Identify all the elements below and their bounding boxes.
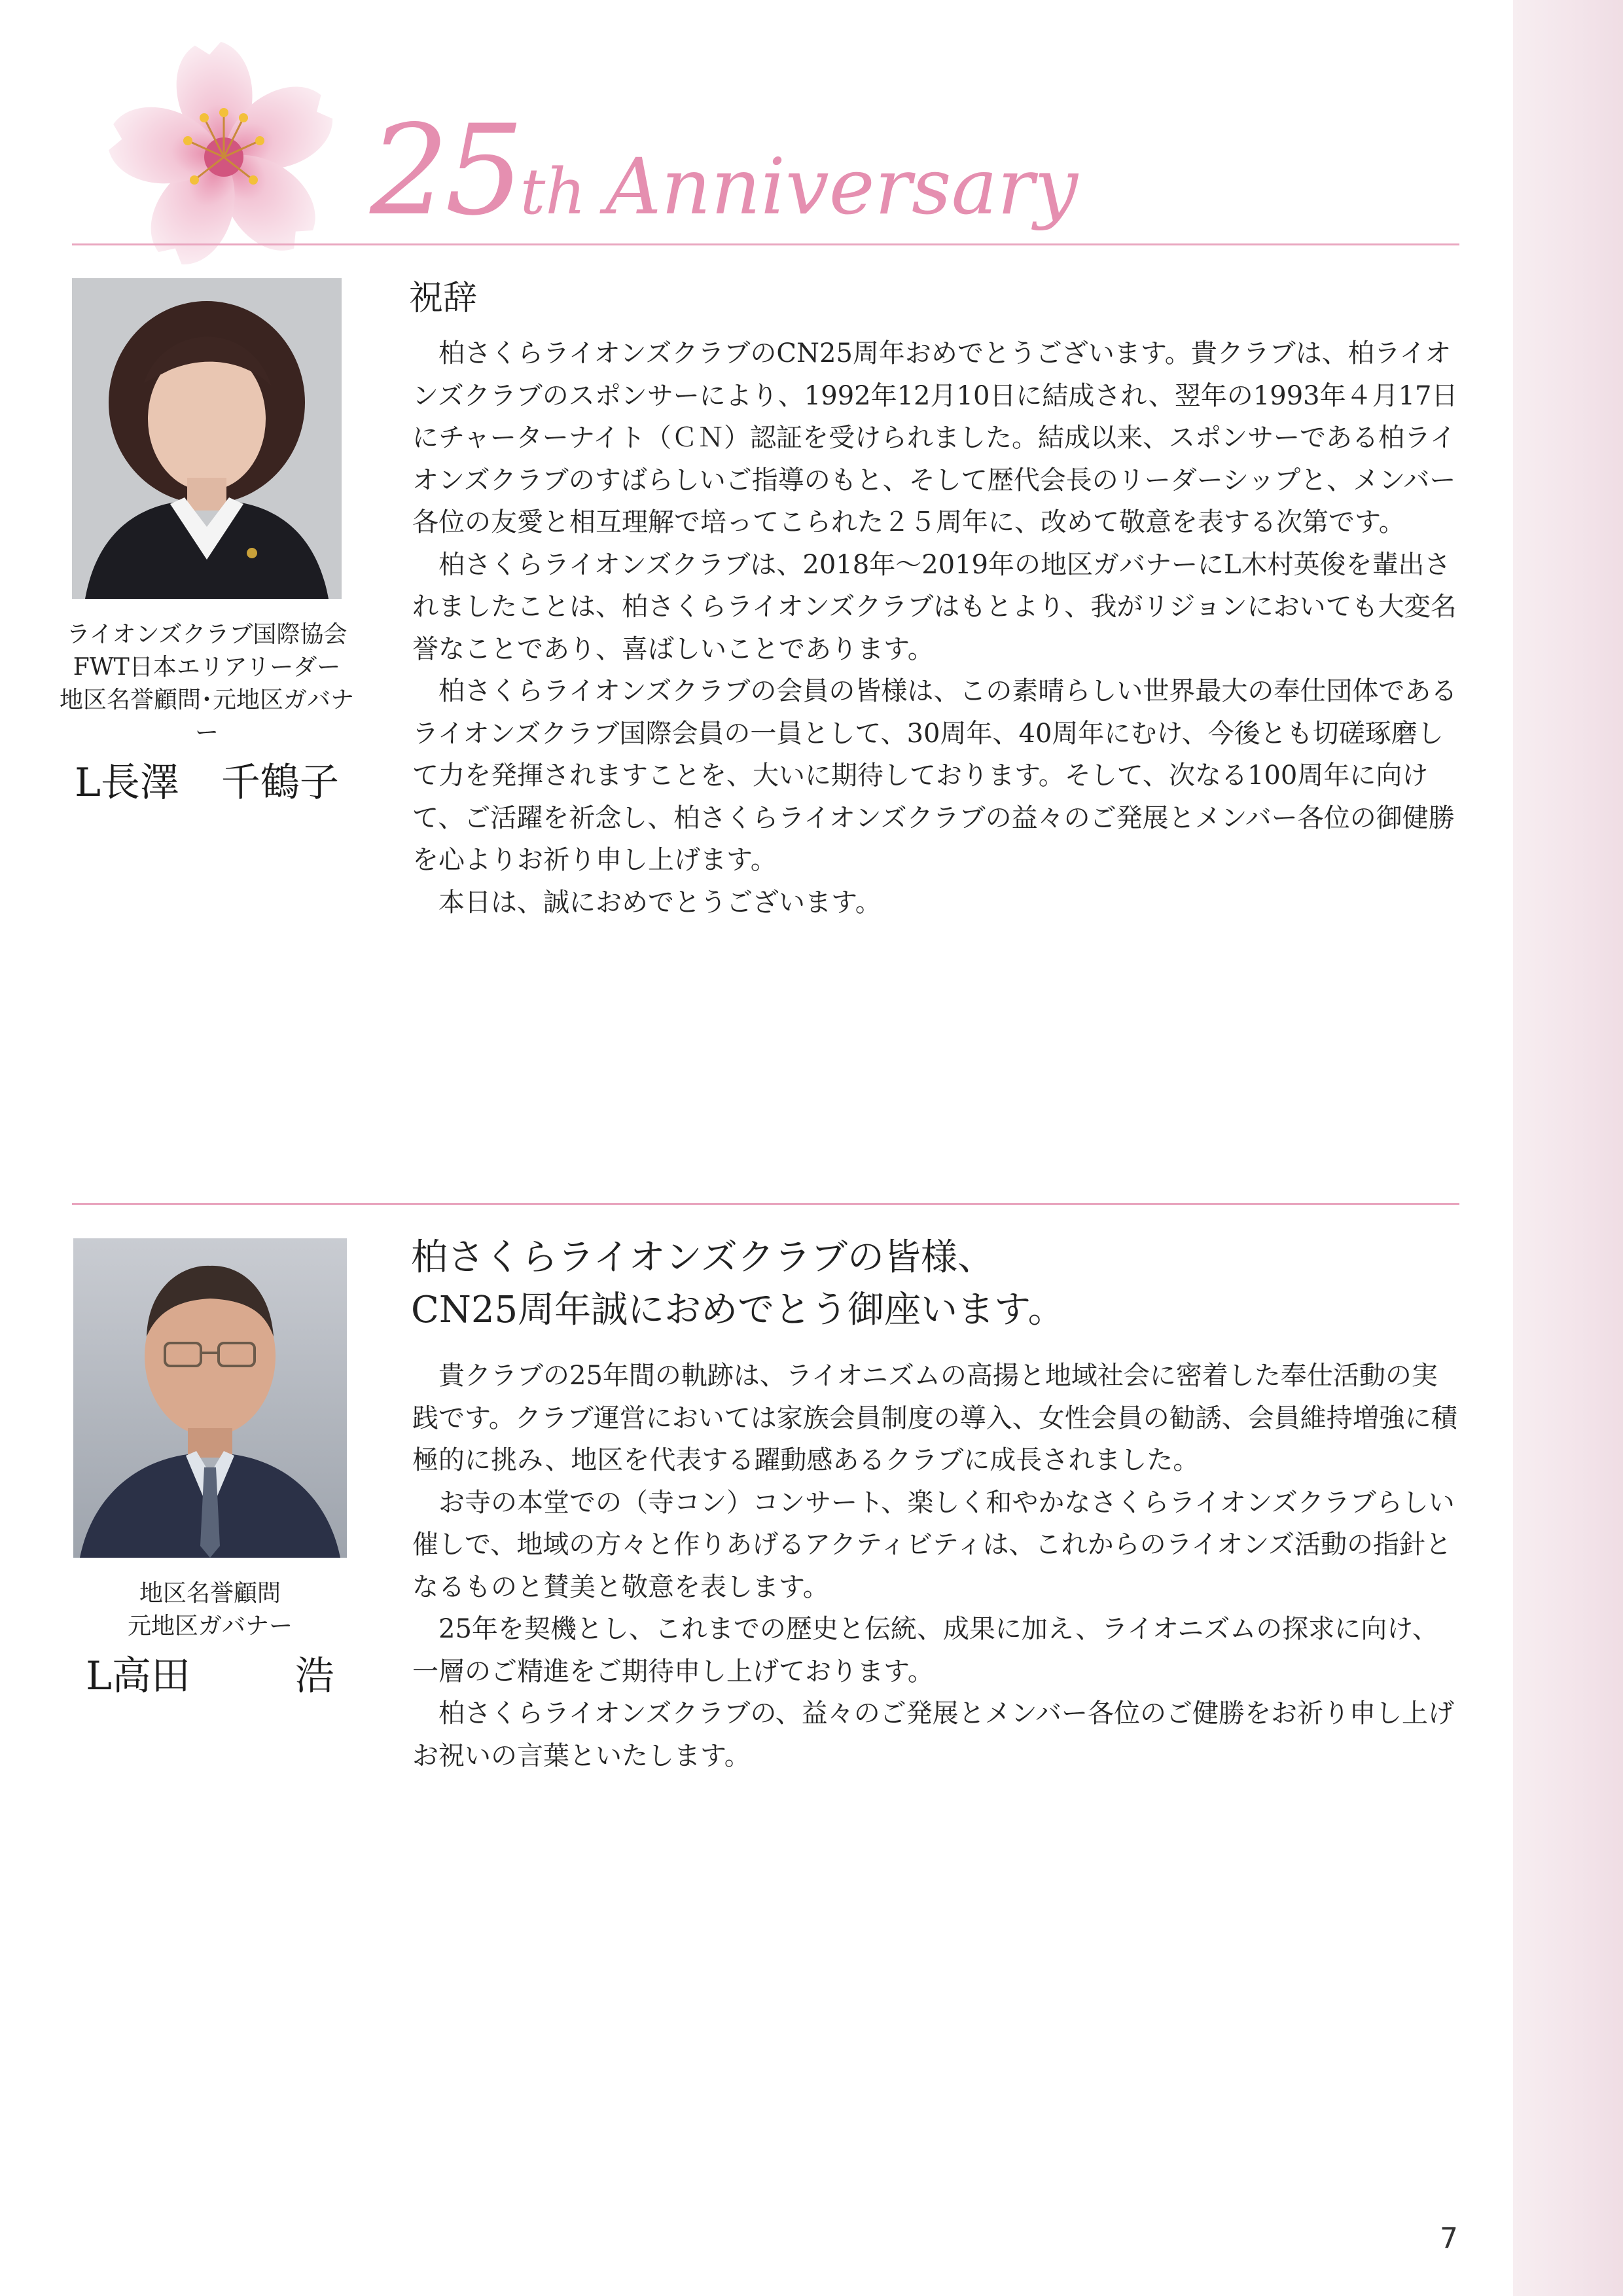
section-1-title: 祝辞 bbox=[409, 279, 478, 318]
speaker-1-affiliation: ライオンズクラブ国際協会 bbox=[66, 621, 348, 648]
anniversary-suffix: th bbox=[520, 155, 586, 228]
section-1-paragraph: 本日は、誠におめでとうございます。 bbox=[438, 887, 882, 918]
section-2-paragraph: 25年を契機とし、これまでの歴史と伝統、成果に加え、ライオニズムの探求に向け、一層のご精進をご期待申し上げております。 bbox=[412, 1614, 1438, 1687]
speaker-1-family-name: L長澤 bbox=[75, 760, 179, 806]
speaker-1-honorary-title: 地区名誉顧問･元地区ガバナー bbox=[59, 687, 354, 746]
section-2-body bbox=[412, 1355, 1459, 1777]
section-1-paragraph: 柏さくらライオンズクラブの会員の皆様は、この素晴らしい世界最大の奉仕団体であるライオンズクラブ国際会員の一員として、30周年、40周年にむけ、今後とも切磋琢磨して力を発揮されますことを、大いに期待しております。そして、次なる100周年に向けて、ご活躍を祈念し、柏さくらライオンズクラブの益々のご発展とメンバー各位の御健勝を心よりお祈り申し上げます。 bbox=[412, 676, 1457, 875]
page-number: 7 bbox=[1440, 2222, 1458, 2255]
speaker-2-name bbox=[54, 1651, 366, 1702]
anniversary-number: 25 bbox=[370, 98, 520, 243]
speaker-2-caption bbox=[54, 1577, 366, 1702]
section-2-title-line-1: 柏さくらライオンズクラブの皆様、 bbox=[411, 1236, 994, 1279]
speaker-1-caption bbox=[52, 619, 361, 808]
speaker-2-former-title: 元地区ガバナー bbox=[127, 1613, 293, 1640]
cherry-blossom-icon bbox=[72, 26, 380, 268]
section-2-title-line-2: CN25周年誠におめでとう御座います。 bbox=[411, 1289, 1065, 1331]
anniversary-word: Anniversary bbox=[605, 141, 1079, 232]
speaker-2-honorary-title: 地区名誉顧問 bbox=[139, 1580, 281, 1607]
section-2-paragraph: 貴クラブの25年間の軌跡は、ライオニズムの高揚と地域社会に密着した奉仕活動の実践です。クラブ運営においては家族会員制度の導入、女性会員の勧誘、会員維持増強に積極的に挑み、地区を代表する躍動感あるクラブに成長されました。 bbox=[412, 1361, 1457, 1475]
speaker-1-name bbox=[52, 757, 361, 808]
section-1-paragraph: 柏さくらライオンズクラブは、2018年～2019年の地区ガバナーにL木村英俊を輩出されましたことは、柏さくらライオンズクラブはもとより、我がリジョンにおいても大変名誉なことであり、喜ばしいことであります。 bbox=[412, 549, 1457, 664]
speaker-2-family-name: L高田 bbox=[86, 1653, 190, 1699]
section-2-title bbox=[411, 1232, 1065, 1336]
speaker-1-position: FWT日本エリアリーダー bbox=[73, 654, 341, 681]
anniversary-title bbox=[370, 98, 1079, 249]
speaker-1-given-name: 千鶴子 bbox=[221, 760, 339, 806]
section-divider bbox=[72, 1203, 1459, 1205]
portrait-photo-1 bbox=[72, 278, 342, 599]
section-2-paragraph: 柏さくらライオンズクラブの、益々のご発展とメンバー各位のご健勝をお祈り申し上げお祝いの言葉といたします。 bbox=[412, 1698, 1454, 1771]
portrait-photo-2 bbox=[73, 1238, 347, 1558]
section-1-body bbox=[412, 332, 1459, 924]
header-divider bbox=[72, 243, 1459, 245]
page-edge-tint bbox=[1513, 0, 1623, 2296]
section-1-paragraph: 柏さくらライオンズクラブのCN25周年おめでとうございます。貴クラブは、柏ライオンズクラブのスポンサーにより、1992年12月10日に結成され、翌年の1993年４月17日にチャーターナイト（ＣＮ）認証を受けられました。結成以来、スポンサーである柏ライオンズクラブのすばらしいご指導のもと、そして歴代会長のリーダーシップと、メンバー各位の友愛と相互理解で培ってこられた２５周年に、改めて敬意を表する次第です。 bbox=[412, 338, 1458, 537]
speaker-2-given-name: 浩 bbox=[294, 1653, 334, 1699]
section-2-paragraph: お寺の本堂での（寺コン）コンサート、楽しく和やかなさくらライオンズクラブらしい催しで、地域の方々と作りあげるアクティビティは、これからのライオンズ活動の指針となるものと賛美と敬意を表します。 bbox=[412, 1487, 1455, 1602]
